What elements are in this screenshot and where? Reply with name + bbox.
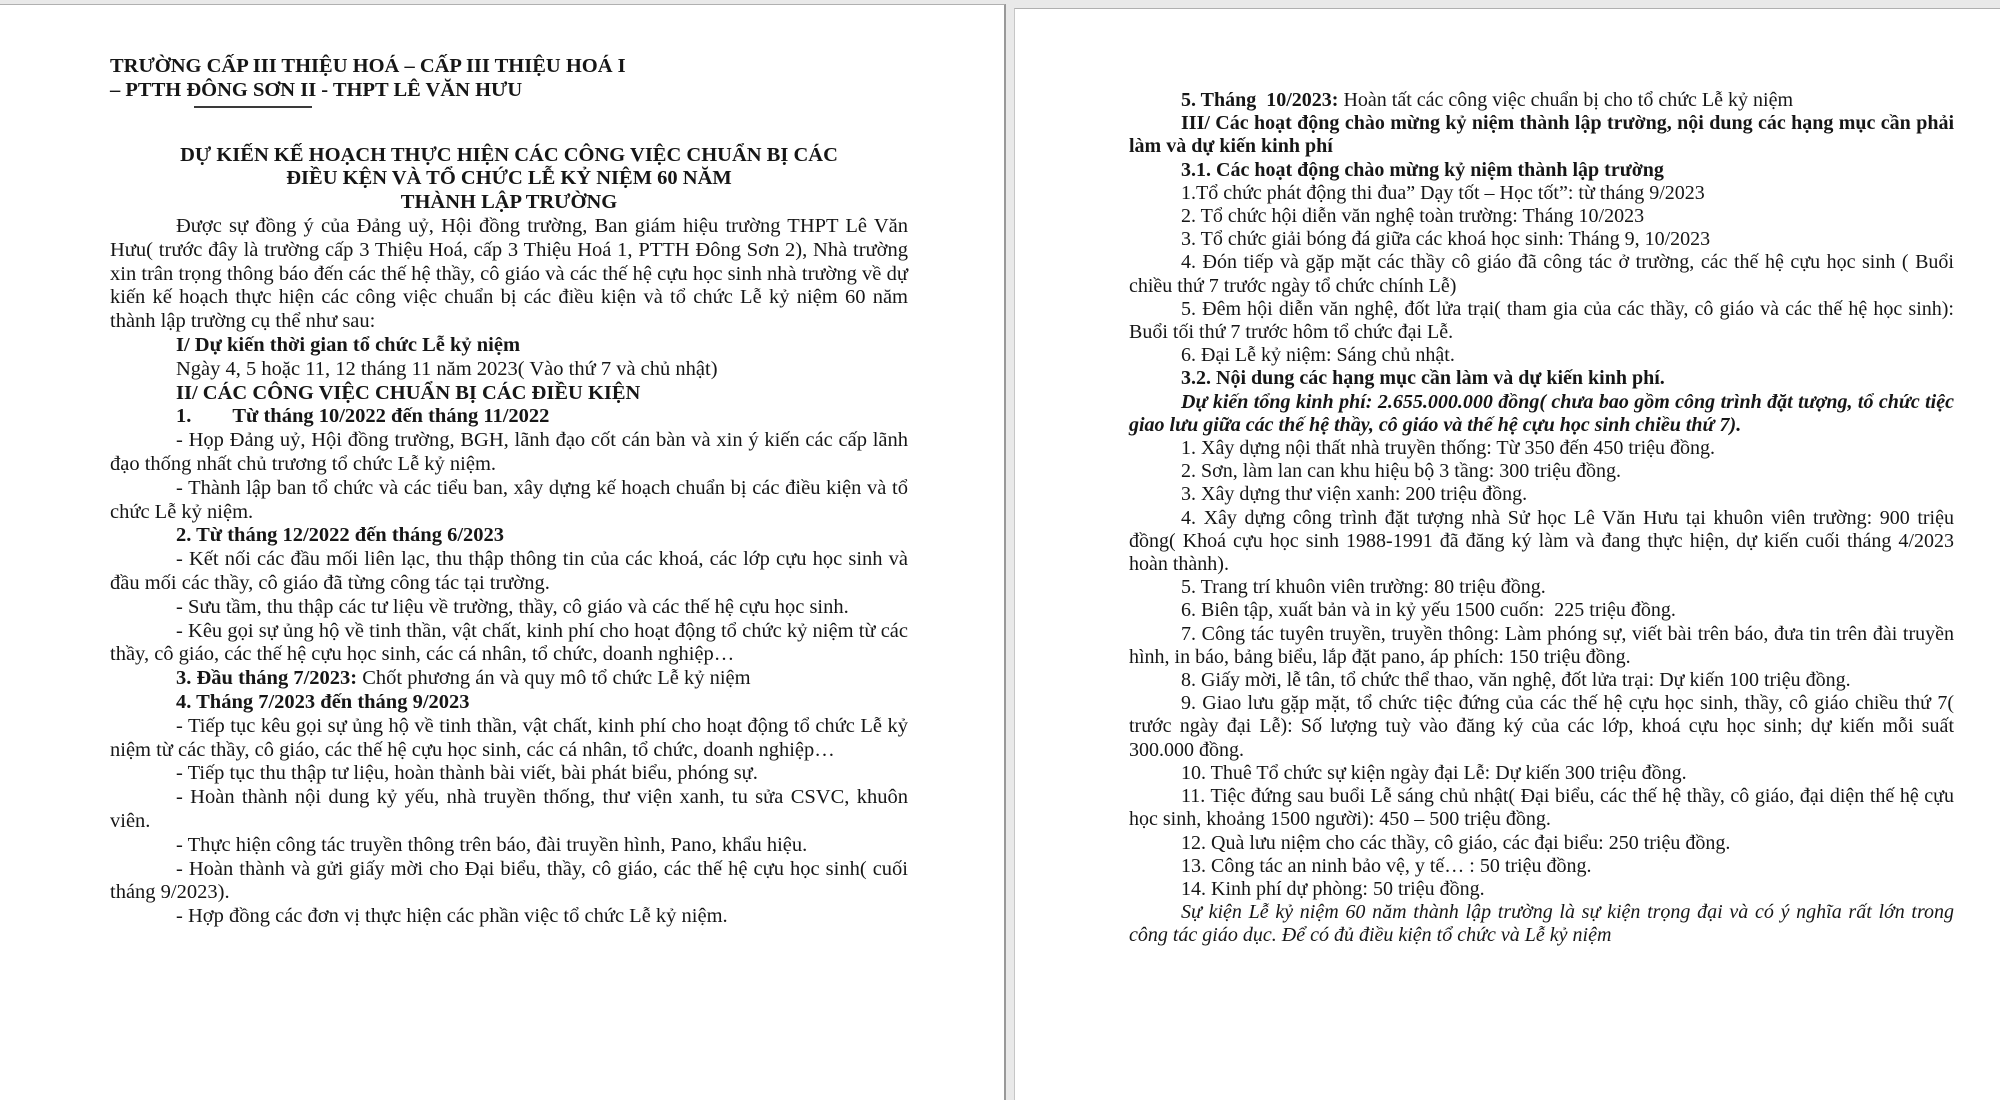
text-run: 10. Thuê Tổ chức sự kiện ngày đại Lễ: Dự kiến 300 triệu đồng. [1181,761,1687,784]
paragraph [110,524,908,548]
page-1 [0,4,1006,1100]
paragraph [110,834,908,858]
text-run: 9. Giao lưu gặp mặt, tổ chức tiệc đứng của các thế hệ cựu học sinh, thầy, cô giáo chiều thứ 7( trước ngày đại Lễ): Số lượng tuỳ vào đăng ký của các lớp, khoá cựu học sinh; dự kiến mỗi suất 300.000 đồng. [1129,692,1954,761]
paragraph [110,215,908,334]
paragraph [1129,391,1954,437]
paragraph [1129,576,1954,599]
text-run: - Thực hiện công tác truyền thông trên báo, đài truyền hình, Pano, khẩu hiệu. [176,833,808,856]
paragraph [110,548,908,596]
text-run: - Họp Đảng uỷ, Hội đồng trường, BGH, lãnh đạo cốt cán bàn và xin ý kiến các cấp lãnh đạo thống nhất chủ trương tổ chức Lễ kỷ niệm. [110,429,908,475]
paragraph [110,667,908,691]
paragraph [110,167,908,191]
paragraph [110,715,908,763]
text-run: I/ Dự kiến thời gian tổ chức Lễ kỷ niệm [176,333,521,356]
text-run: 2. Tổ chức hội diễn văn nghệ toàn trường: Tháng 10/2023 [1181,205,1645,228]
text-run: - Kêu gọi sự ủng hộ về tinh thần, vật chất, kinh phí cho hoạt động tổ chức kỷ niệm từ các thầy, cô giáo, các thế hệ cựu học sinh, các cá nhân, tổ chức, doanh nghiệp… [110,619,908,666]
paragraph [110,620,908,668]
text-run: 12. Quà lưu niệm cho các thầy, cô giáo, các đại biểu: 250 triệu đồng. [1181,831,1731,854]
text-run: 6. Đại Lễ kỷ niệm: Sáng chủ nhật. [1181,344,1455,367]
paragraph [1129,832,1954,855]
paragraph [1129,344,1954,367]
paragraph [110,191,908,215]
text-run: 5. Đêm hội diễn văn nghệ, đốt lửa trại( tham gia của các thầy, cô giáo và các thế hệ học sinh): Buổi tối thứ 7 trước hôm tổ chức đại Lễ. [1129,297,1954,344]
paragraph [1129,437,1954,460]
paragraph [1129,205,1954,228]
paragraph [1129,762,1954,785]
paragraph [1129,692,1954,762]
paragraph [1129,228,1954,251]
paragraph [1129,251,1954,297]
paragraph [1129,112,1954,158]
text-run: 4. Đón tiếp và gặp mặt các thầy cô giáo đã công tác ở trường, các thế hệ cựu học sinh ( Buổi chiều thứ 7 trước ngày tổ chức chính Lễ) [1129,251,1954,297]
text-run: 3. Đầu tháng 7/2023: [176,667,358,690]
paragraph [110,858,908,906]
text-run: - Hợp đồng các đơn vị thực hiện các phần việc tổ chức Lễ kỷ niệm. [176,905,728,928]
text-run: 1.Tổ chức phát động thi đua” Dạy tốt – Học tốt”: từ tháng 9/2023 [1181,181,1705,204]
paragraph [1129,669,1954,692]
text-run: 1. Xây dựng nội thất nhà truyền thống: Từ 350 đến 450 triệu đồng. [1181,437,1716,460]
paragraph [1129,901,1954,947]
text-run: 3. Xây dựng thư viện xanh: 200 triệu đồng. [1181,483,1528,506]
paragraph [110,477,908,525]
paragraph [110,79,908,103]
text-run: 13. Công tác an ninh bảo vệ, y tế… : 50 triệu đồng. [1181,854,1592,877]
paragraph [1129,298,1954,344]
page-1-content [110,55,908,929]
paragraph [1129,785,1954,831]
paragraph [1129,878,1954,901]
text-run: Được sự đồng ý của Đảng uỷ, Hội đồng trường, Ban giám hiệu trường THPT Lê Văn Hưu( trước đây là trường cấp 3 Thiệu Hoá, cấp 3 Thiệu Hoá 1, PTTH Đông Sơn 2), Nhà trường xin trân trọng thông báo đến các thế hệ thầy, cô giáo và các thế hệ cựu học sinh nhà trường về dự kiến kế hoạch thực hiện các công việc chuẩn bị các điều kiện và tổ chức Lễ kỷ niệm 60 năm thành lập trường cụ thể như sau: [110,214,908,333]
text-run: - Kết nối các đầu mối liên lạc, thu thập thông tin của các khoá, các lớp cựu học sinh và đầu mối các thầy, cô giáo đã từng công tác tại trường. [110,548,908,594]
paragraph [110,334,908,358]
text-run: Ngày 4, 5 hoặc 11, 12 tháng 11 năm 2023( Vào thứ 7 và chủ nhật) [176,357,718,380]
paragraph [1129,367,1954,390]
paragraph [110,762,908,786]
paragraph [110,382,908,406]
page-2-content [1129,89,1954,948]
text-run: - Thành lập ban tổ chức và các tiểu ban, xây dựng kế hoạch chuẩn bị các điều kiện và tổ chức Lễ kỷ niệm. [110,476,908,523]
text-run: 4. Tháng 7/2023 đến tháng 9/2023 [176,690,470,713]
paragraph [110,405,908,429]
paragraph [1129,460,1954,483]
paragraph [1129,623,1954,669]
text-run: – PTTH ĐÔNG SƠN II - THPT LÊ VĂN HƯU [110,78,523,101]
text-run: 3. Tổ chức giải bóng đá giữa các khoá học sinh: Tháng 9, 10/2023 [1181,228,1711,251]
paragraph [1129,182,1954,205]
paragraph [110,905,908,929]
paragraph [110,358,908,382]
text-run: Hoàn tất các công việc chuẩn bị cho tổ chức Lễ kỷ niệm [1338,89,1794,111]
text-run: III/ Các hoạt động chào mừng kỷ niệm thành lập trường, nội dung các hạng mục cần phải làm và dự kiến kinh phí [1129,112,1954,158]
paragraph [1129,89,1954,112]
text-run: 5. Trang trí khuôn viên trường: 80 triệu đồng. [1181,576,1546,599]
text-run: 4. Xây dựng công trình đặt tượng nhà Sử học Lê Văn Hưu tại khuôn viên trường: 900 triệu đồng( Khoá cựu học sinh 1988-1991 đã đăng ký làm và đang thực hiện, dự kiến cuối tháng 4/2023 hoàn thành). [1129,506,1954,576]
paragraph [110,55,908,79]
text-run: 2. Từ tháng 12/2022 đến tháng 6/2023 [176,524,505,547]
text-run: THÀNH LẬP TRƯỜNG [400,191,618,214]
paragraph [110,429,908,477]
text-run: - Tiếp tục thu thập tư liệu, hoàn thành bài viết, bài phát biểu, phóng sự. [176,762,758,785]
paragraph [1129,507,1954,577]
text-run: - Tiếp tục kêu gọi sự ủng hộ về tinh thần, vật chất, kinh phí cho hoạt động tổ chức Lễ kỷ niệm từ các thầy, cô giáo, các thế hệ cựu học sinh, các cá nhân, tổ chức, doanh nghiệp… [110,714,908,761]
text-run: 7. Công tác tuyên truyền, truyền thông: Làm phóng sự, viết bài trên báo, đưa tin trên đài truyền hình, in báo, bảng biểu, lắp đặt pano, áp phích: 150 triệu đồng. [1129,622,1954,668]
paragraph [1129,855,1954,878]
paragraph [110,144,908,168]
text-run: Dự kiến tổng kinh phí: 2.655.000.000 đồng( chưa bao gồm công trình đặt tượng, tổ chức tiệc giao lưu giữa các thế hệ thầy, cô giáo và thế hệ cựu học sinh chiều thứ 7). [1129,390,1954,436]
paragraph [110,691,908,715]
text-run: - Hoàn thành và gửi giấy mời cho Đại biểu, thầy, cô giáo, các thế hệ cựu học sinh( cuối tháng 9/2023). [110,857,908,904]
text-run: 2. Sơn, làm lan can khu hiệu bộ 3 tầng: 300 triệu đồng. [1181,460,1621,483]
text-run: 11. Tiệc đứng sau buổi Lễ sáng chủ nhật( Đại biểu, các thế hệ thầy, cô giáo, đại diện thế hệ cựu học sinh, khoảng 1500 người): 450 – 500 triệu đồng. [1129,785,1954,831]
text-run: ĐIỀU KỆN VÀ TỔ CHỨC LỄ KỶ NIỆM 60 NĂM [286,167,732,190]
page-2 [1014,8,2000,1100]
paragraph [110,786,908,834]
header-underline [194,106,312,108]
text-run: Chốt phương án và quy mô tổ chức Lễ kỷ niệm [357,667,751,690]
text-run: 5. Tháng 10/2023: [1181,89,1339,111]
text-run: 3.1. Các hoạt động chào mừng kỷ niệm thành lập trường [1181,158,1664,181]
text-run: Sự kiện Lễ kỷ niệm 60 năm thành lập trường là sự kiện trọng đại và có ý nghĩa rất lớn trong công tác giáo dục. Để có đủ điều kiện tổ chức và Lễ kỷ niệm [1129,901,1954,947]
text-run: II/ CÁC CÔNG VIỆC CHUẨN BỊ CÁC ĐIỀU KIỆN [176,381,641,404]
text-run: 3.2. Nội dung các hạng mục cần làm và dự kiến kinh phí. [1181,367,1665,390]
text-run: - Sưu tầm, thu thập các tư liệu về trường, thầy, cô giáo và các thế hệ cựu học sinh. [176,595,849,618]
paragraph [1129,599,1954,622]
text-run: 8. Giấy mời, lễ tân, tổ chức thể thao, văn nghệ, đốt lửa trại: Dự kiến 100 triệu đồng. [1181,669,1851,692]
text-run: DỰ KIẾN KẾ HOẠCH THỰC HIỆN CÁC CÔNG VIỆC CHUẨN BỊ CÁC [180,143,838,166]
paragraph [110,596,908,620]
text-run: - Hoàn thành nội dung kỷ yếu, nhà truyền thống, thư viện xanh, tu sửa CSVC, khuôn viên. [110,786,908,832]
paragraph [1129,159,1954,182]
text-run: 1. Từ tháng 10/2022 đến tháng 11/2022 [176,405,550,428]
paragraph [1129,483,1954,506]
text-run: 14. Kinh phí dự phòng: 50 triệu đồng. [1181,877,1485,900]
text-run: TRƯỜNG CẤP III THIỆU HOÁ – CẤP III THIỆU HOÁ I [110,55,626,77]
text-run: 6. Biên tập, xuất bản và in kỷ yếu 1500 cuốn: 225 triệu đồng. [1181,599,1676,622]
